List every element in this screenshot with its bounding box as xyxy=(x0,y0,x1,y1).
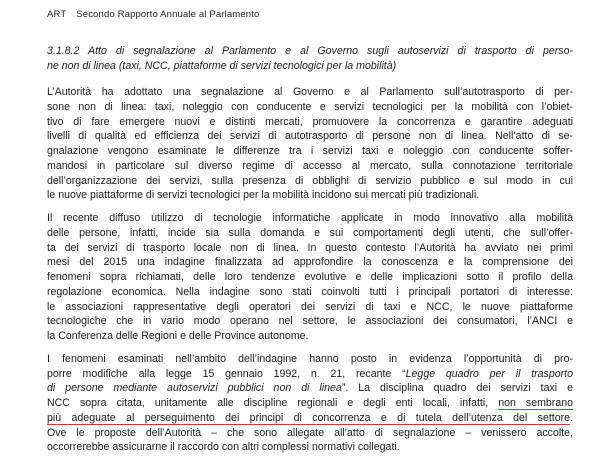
paragraph xyxy=(47,352,573,455)
text-line xyxy=(47,115,573,130)
header-title: Secondo Rapporto Annuale al Parlamento xyxy=(76,9,260,20)
text-line xyxy=(47,285,573,300)
text-span: tivo di fare emergere nuovi e distinti mercati, promuovere la concorrenza e garantire adeguati xyxy=(47,115,573,128)
text-line xyxy=(47,440,573,455)
underlined-text: non sembrano xyxy=(498,397,574,409)
text-line xyxy=(47,59,573,74)
text-span: delle persone, infatti, incide sia sulla domanda e sui comportamenti degli utenti, che sull’offer- xyxy=(47,226,573,239)
text-span: Legge quadro per il trasporto xyxy=(405,367,574,380)
text-line xyxy=(47,255,573,270)
text-line xyxy=(47,44,573,59)
text-line xyxy=(47,367,573,382)
text-span: regolazione economica. Nella indagine sono stati coinvolti tutti i principali portatori di interesse: xyxy=(47,285,573,298)
text-line xyxy=(47,396,573,411)
text-span: gnalazione vengono esaminate le differenze tra i servizi taxi e noleggio con conducente soffer- xyxy=(47,145,573,157)
text-line xyxy=(47,329,573,344)
text-span: . xyxy=(570,411,573,424)
text-span: NCC sopra citata, unitamente alle discipline regionali e degli enti locali, infatti, xyxy=(47,397,499,409)
text-span: la Conferenza delle Regioni e delle Province autonome. xyxy=(47,330,309,342)
text-span: mesi del 2015 una indagine finalizzata ad approfondire la conoscenza e la comprensione dei xyxy=(47,256,573,269)
paragraph xyxy=(47,211,573,344)
text-span: sone non di linea: taxi, noleggio con conducente e servizi tecnologici per la mobilità con l’obiet- xyxy=(47,100,573,113)
text-line xyxy=(47,300,573,315)
document-body xyxy=(47,85,573,455)
underlined-text: più adeguate al perseguimento dei principi di concorrenza e di tutela dell’utenza del settore xyxy=(47,411,571,424)
header-brand: ART xyxy=(47,9,67,20)
text-line xyxy=(47,411,573,426)
text-span: di persone mediante autoservizi pubblici non di linea xyxy=(47,382,342,395)
text-span: porre modifiche alla legge 15 gennaio 1992, n. 21, recante “ xyxy=(47,367,406,380)
text-span: mandosi in particolare sul diverso regime di accesso al mercato, sulla connotazione territoriale xyxy=(47,159,573,172)
text-line xyxy=(47,352,573,367)
text-line xyxy=(47,85,573,100)
text-line xyxy=(47,211,573,226)
text-line xyxy=(47,241,573,256)
text-span: occorrerebbe assicurarne il raccordo con altri complessi normativi collegati. xyxy=(47,441,400,454)
text-line xyxy=(47,144,573,159)
section-heading xyxy=(47,44,573,74)
text-span: 3.1.8.2 Atto di segnalazione al Parlamento e al Governo sugli autoservizi di trasporto di perso- xyxy=(47,45,573,57)
text-span: ”. La disciplina quadro dei servizi taxi e xyxy=(341,382,573,395)
text-span: tecnologiche che in vario modo operano nel settore, le associazioni dei consumatori, l’ANCI e xyxy=(47,315,573,328)
text-span: le nuove piattaforme di servizi tecnologici per la mobilità incidono sui mercati più tradizionali. xyxy=(47,189,480,202)
text-span: Ove le proposte dell’Autorità – che sono allegate all’atto di segnalazione – venissero accolte, xyxy=(47,426,573,439)
text-line xyxy=(47,314,573,329)
text-span: fenomeni sopra richiamati, delle loro tendenze evolutive e delle implicazioni sotto il profilo della xyxy=(47,271,573,283)
text-span: le associazioni rappresentative degli operatori dei servizi di taxi e NCC, le nuove piattaforme xyxy=(47,300,573,313)
text-span: livelli di qualità ed efficienza dei servizi di autotrasporto di persone non di linea. Nell’atto di se- xyxy=(47,130,573,143)
paragraph xyxy=(47,85,573,203)
text-span: ta dei servizi di trasporto locale non di linea. In questo contesto l’Autorità ha avviato nei primi xyxy=(47,241,573,254)
text-line xyxy=(47,270,573,285)
text-line xyxy=(47,226,573,241)
text-line xyxy=(47,426,573,441)
running-header xyxy=(47,9,259,20)
text-line xyxy=(47,381,573,396)
text-span: Il recente diffuso utilizzo di tecnologie informatiche applicate in modo innovativo alla mobilità xyxy=(47,212,573,224)
text-line xyxy=(47,100,573,115)
text-span: ne non di linea (taxi, NCC, piattaforme di servizi tecnologici per la mobilità) xyxy=(47,59,397,72)
text-line xyxy=(47,159,573,174)
text-line xyxy=(47,129,573,144)
text-line xyxy=(47,174,573,189)
text-span: dell’organizzazione dei servizi, sulla presenza di obblighi di servizio pubblico e sul modo in cui xyxy=(47,174,573,187)
text-span: I fenomeni esaminati nell’ambito dell’indagine hanno posto in evidenza l’opportunità di pro- xyxy=(47,352,573,365)
text-span: L’Autorità ha adottato una segnalazione al Governo e al Parlamento sull’autotrasporto di per- xyxy=(47,86,573,98)
text-line xyxy=(47,188,573,203)
